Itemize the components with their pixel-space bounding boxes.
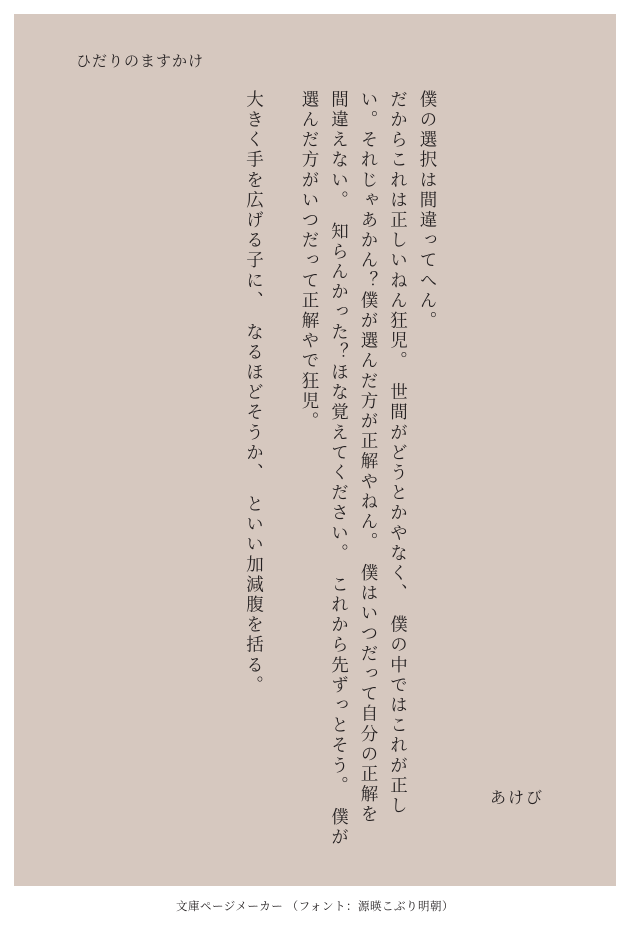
text-column-2: だからこれは正しいねん狂児。 世間がどうとかやなく、 僕の中ではこれが正し (388, 90, 409, 817)
text-column-4: 間違えない。 知らんかった？ほな覚えてください。 これから先ずっとそう。 僕が (329, 90, 350, 848)
page-title: ひだりのますかけ (76, 54, 205, 70)
text-column-5: 選んだ方がいつだって正解やで狂児。 (300, 90, 320, 432)
text-column-6: 大きく手を広げる子に、 なるほどそうか、 といい加減腹を括る。 (244, 90, 265, 696)
vertical-text-body (233, 90, 438, 848)
footer-credit: 文庫ページメーカー （フォント：源暎こぶり明朝） (176, 901, 454, 913)
author-signature: あけび (489, 790, 544, 807)
text-column-3: い。それじゃあかん？僕が選んだ方が正解やねん。 僕はいつだって自分の正解を (359, 90, 379, 825)
paper-sheet (14, 14, 616, 886)
text-column-1: 僕の選択は間違ってへん。 (418, 90, 438, 332)
